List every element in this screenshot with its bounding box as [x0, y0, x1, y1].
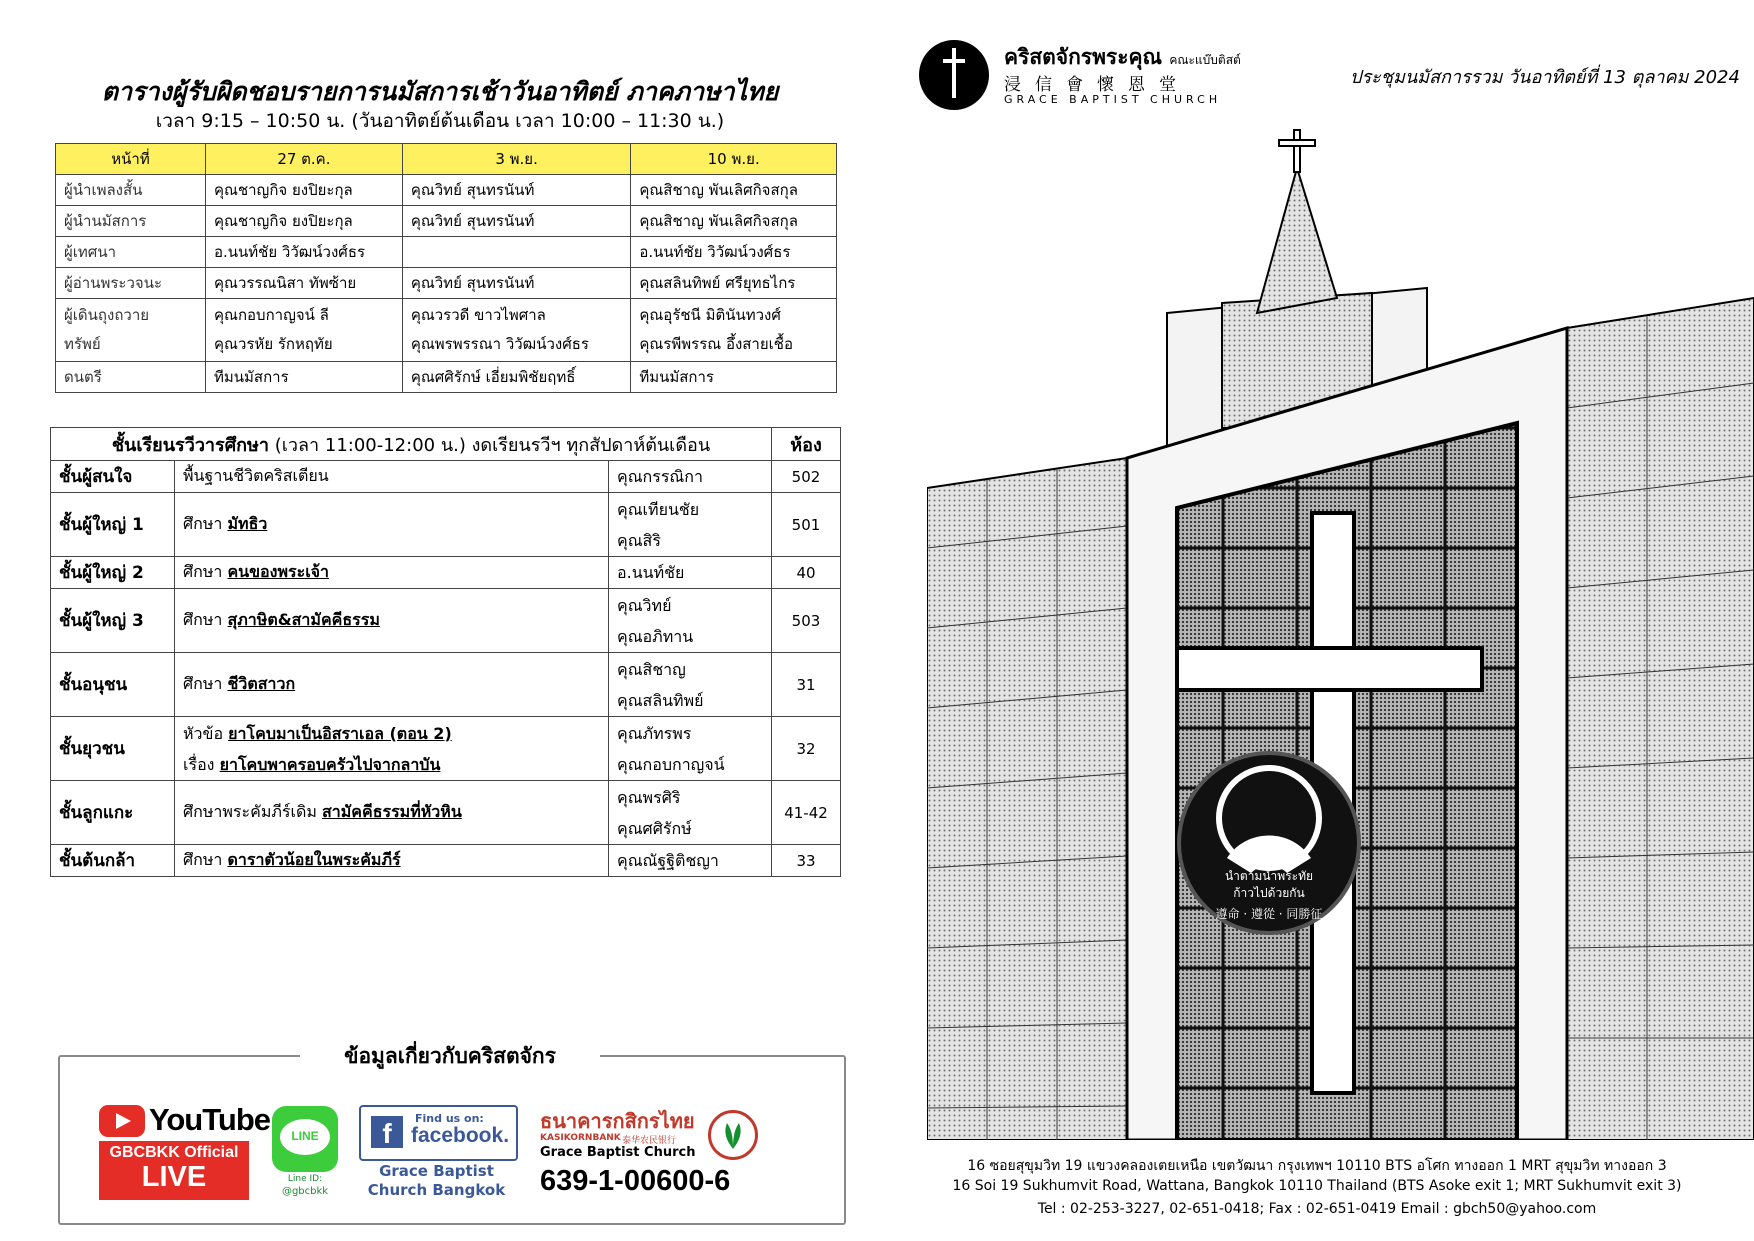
emblem-text-4: 遵命 · 遵從 · 同勝征	[1215, 907, 1323, 921]
church-denomination: คณะแบ๊บติสต์	[1169, 53, 1241, 67]
duty-header-cell: 3 พ.ย.	[402, 144, 631, 175]
class-topic-prefix: ศึกษา	[183, 514, 228, 533]
class-row	[51, 845, 841, 877]
duty-person: อ.นนท์ชัย วิวัฒน์วงศ์ธร	[206, 237, 403, 268]
duty-role-line: ผู้เดินถุงถวาย	[64, 306, 150, 324]
class-topic-title: คนของพระเจ้า	[227, 562, 330, 581]
class-topic-prefix: ศึกษา	[183, 850, 228, 869]
class-name: ชั้นต้นกล้า	[51, 845, 175, 877]
bank-account-number[interactable]: 639-1-00600-6	[540, 1165, 731, 1197]
duty-person: อ.นนท์ชัย วิวัฒน์วงศ์ธร	[631, 237, 837, 268]
duty-person: คุณวรรณนิสา ทัพซ้าย	[206, 268, 403, 299]
class-teacher: อ.นนท์ชัย	[609, 557, 772, 589]
church-name-english: GRACE BAPTIST CHURCH	[1004, 93, 1222, 106]
teacher-line: คุณพรศิริ	[617, 787, 681, 807]
class-name: ชั้นอนุชน	[51, 653, 175, 717]
class-topic-prefix: หัวข้อ	[183, 723, 229, 743]
duty-person-line: คุณวรหัย รักหฤทัย	[214, 335, 333, 353]
class-room: 502	[772, 461, 841, 493]
class-name: ชั้นผู้ใหญ่ 1	[51, 493, 175, 557]
duty-schedule-subtitle: เวลา 9:15 – 10:50 น. (วันอาทิตย์ต้นเดือน เวลา 10:00 – 11:30 น.)	[155, 110, 725, 132]
duty-row	[56, 237, 837, 268]
line-id-label: Line ID:	[287, 1174, 323, 1184]
class-teacher: คุณณัฐฐิติชญา	[609, 845, 772, 877]
duty-row	[56, 268, 837, 299]
class-topic-prefix: ศึกษา	[183, 562, 228, 581]
bank-name-th: ธนาคารกสิกรไทย	[540, 1109, 695, 1133]
duty-role: ผู้นำเพลงสั้น	[56, 175, 206, 206]
emblem-text-2: นำตามน้ำพระทัย	[1224, 869, 1314, 883]
contact-info: Tel : 02-253-3227, 02-651-0418; Fax : 02-651-0419 Email : gbch50@yahoo.com	[1037, 1201, 1597, 1217]
class-room: 40	[772, 557, 841, 589]
duty-person-line: คุณรพีพรรณ อึ้งสายเชื้อ	[639, 335, 793, 353]
class-room: 33	[772, 845, 841, 877]
class-row	[51, 781, 841, 845]
class-row	[51, 717, 841, 781]
church-info-heading: ข้อมูลเกี่ยวกับคริสตจักร	[300, 1040, 600, 1073]
duty-person: คุณสิชาญ พันเลิศกิจสกุล	[631, 175, 837, 206]
church-building-illustration	[927, 128, 1754, 1140]
duty-table	[55, 143, 837, 393]
teacher-line: คุณสิชาญ	[617, 659, 686, 679]
duty-person: คุณวิทย์ สุนทรนันท์	[402, 175, 631, 206]
class-topic-title: ชีวิตสาวก	[227, 674, 296, 693]
facebook-f-icon: f	[371, 1116, 403, 1148]
class-header-row	[51, 428, 841, 461]
duty-person: คุณชาญกิจ ยงปิยะกุล	[206, 206, 403, 237]
class-topic	[175, 493, 609, 557]
teacher-line: คุณภัทรพร	[617, 723, 692, 743]
class-teacher	[609, 717, 772, 781]
class-room: 503	[772, 589, 841, 653]
teacher-line: คุณวิทย์	[617, 595, 672, 615]
class-row	[51, 557, 841, 589]
duty-person: คุณสลินทิพย์ ศรียุทธไกร	[631, 268, 837, 299]
class-topic-prefix: ศึกษาพระคัมภีร์เดิม	[183, 802, 322, 821]
duty-row	[56, 362, 837, 393]
class-row	[51, 653, 841, 717]
duty-role-line: ทรัพย์	[64, 335, 101, 353]
line-icon	[272, 1106, 338, 1172]
duty-person	[402, 237, 631, 268]
class-teacher	[609, 589, 772, 653]
class-topic-title: ยาโคบมาเป็นอิสราเอล (ตอน 2)	[228, 723, 452, 743]
duty-person-line: คุณพรพรรณา วิวัฒน์วงศ์ธร	[410, 335, 589, 353]
teacher-line: คุณอภิทาน	[617, 626, 694, 646]
emblem-text-3: ก้าวไปด้วยกัน	[1233, 886, 1305, 900]
youtube-wordmark: YouTube	[149, 1102, 270, 1137]
teacher-line: คุณกอบกาญจน์	[617, 754, 725, 774]
class-name: ชั้นผู้ใหญ่ 3	[51, 589, 175, 653]
line-logo[interactable]	[272, 1106, 340, 1201]
class-topic-title: สุภาษิต&สามัคคีธรรม	[227, 610, 380, 629]
class-topic-prefix: ศึกษา	[183, 674, 228, 693]
duty-person: คุณวิทย์ สุนทรนันท์	[402, 268, 631, 299]
class-topic-prefix: ศึกษา	[183, 610, 228, 629]
bank-account-name: Grace Baptist Church	[540, 1145, 696, 1160]
duty-person: คุณวิทย์ สุนทรนันท์	[402, 206, 631, 237]
class-row	[51, 461, 841, 493]
class-teacher: คุณกรรณิกา	[609, 461, 772, 493]
class-header-rest: (เวลา 11:00-12:00 น.) งดเรียนรวีฯ ทุกสัปดาห์ต้นเดือน	[269, 434, 711, 456]
church-name-thai-text: คริสตจักรพระคุณ	[1004, 45, 1163, 69]
duty-row	[56, 175, 837, 206]
class-room: 501	[772, 493, 841, 557]
bank-name-en: KASIKORNBANK	[540, 1133, 621, 1143]
duty-person: คุณสิชาญ พันเลิศกิจสกุล	[631, 206, 837, 237]
class-name: ชั้นยุวชน	[51, 717, 175, 781]
teacher-line: คุณศศิรักษ์	[617, 818, 692, 838]
duty-row	[56, 299, 837, 362]
class-topic	[175, 845, 609, 877]
facebook-wordmark: facebook.	[411, 1124, 510, 1147]
address-english: 16 Soi 19 Sukhumvit Road, Wattana, Bangkok 10110 Thailand (BTS Asoke exit 1; MRT Sukhumvit exit 3)	[952, 1178, 1682, 1194]
class-topic: พื้นฐานชีวิตคริสเตียน	[175, 461, 609, 493]
duty-person: ทีมนมัสการ	[206, 362, 403, 393]
class-row	[51, 493, 841, 557]
class-teacher	[609, 781, 772, 845]
bank-account-block	[540, 1105, 765, 1205]
class-topic-title: มัทธิว	[227, 514, 268, 533]
kbank-logo-icon	[708, 1110, 758, 1160]
duty-header-row	[56, 144, 837, 175]
sunday-school-table	[50, 427, 841, 877]
duty-person	[402, 299, 631, 362]
class-topic-title: ดาราตัวน้อยในพระคัมภีร์	[227, 850, 401, 869]
duty-row	[56, 206, 837, 237]
duty-role: ดนตรี	[56, 362, 206, 393]
class-topic	[175, 557, 609, 589]
class-room: 32	[772, 717, 841, 781]
class-room: 41-42	[772, 781, 841, 845]
duty-header-cell: 10 พ.ย.	[631, 144, 837, 175]
duty-person-line: คุณกอบกาญจน์ ลี	[214, 306, 329, 324]
facebook-logo[interactable]	[359, 1105, 519, 1200]
duty-header-cell: หน้าที่	[56, 144, 206, 175]
class-teacher	[609, 493, 772, 557]
duty-person	[206, 299, 403, 362]
duty-person: คุณศศิรักษ์ เอี่ยมพิชัยฤทธิ์	[402, 362, 631, 393]
class-topic	[175, 653, 609, 717]
class-row	[51, 589, 841, 653]
class-room: 31	[772, 653, 841, 717]
youtube-live-label: LIVE	[141, 1161, 207, 1193]
duty-person: คุณชาญกิจ ยงปิยะกุล	[206, 175, 403, 206]
church-name-chinese: 浸信會懷恩堂	[1004, 75, 1190, 95]
facebook-page-name-1: Grace Baptist	[379, 1162, 494, 1180]
class-topic-prefix: เรื่อง	[183, 754, 220, 774]
duty-role: ผู้นำนมัสการ	[56, 206, 206, 237]
duty-role	[56, 299, 206, 362]
church-logo-icon	[919, 40, 989, 110]
room-header: ห้อง	[772, 428, 841, 461]
facebook-badge	[359, 1105, 518, 1161]
class-name: ชั้นผู้สนใจ	[51, 461, 175, 493]
class-header-bold: ชั้นเรียนรวีวารศึกษา	[111, 434, 269, 456]
class-topic-title: ยาโคบพาครอบครัวไปจากลาบัน	[219, 754, 441, 774]
youtube-play-icon	[99, 1105, 145, 1137]
line-id: @gbcbkk	[281, 1186, 329, 1197]
line-icon-label: LINE	[291, 1129, 319, 1143]
class-topic	[175, 717, 609, 781]
duty-role: ผู้อ่านพระวจนะ	[56, 268, 206, 299]
class-teacher	[609, 653, 772, 717]
facebook-find-label: Find us on:	[415, 1112, 484, 1125]
emblem-text-1: ให้พระคำ	[1244, 852, 1294, 866]
teacher-line: คุณเทียนชัย	[617, 499, 700, 519]
bank-name-zh: 泰华农民银行	[622, 1136, 677, 1146]
class-name: ชั้นลูกแกะ	[51, 781, 175, 845]
teacher-line: คุณสลินทิพย์	[617, 690, 704, 710]
duty-person-line: คุณวรวดี ขาวไพศาล	[410, 306, 546, 324]
class-topic	[175, 589, 609, 653]
class-topic-title: สามัคคีธรรมที่หัวหิน	[322, 802, 462, 821]
youtube-logo[interactable]	[99, 1102, 270, 1200]
duty-schedule-title: ตารางผู้รับผิดชอบรายการนมัสการเช้าวันอาทิตย์ ภาคภาษาไทย	[101, 77, 779, 106]
facebook-page-name-2: Church Bangkok	[367, 1181, 506, 1199]
class-topic	[175, 781, 609, 845]
address-thai: 16 ซอยสุขุมวิท 19 แขวงคลองเตยเหนือ เขตวัฒนา กรุงเทพฯ 10110 BTS อโศก ทางออก 1 MRT สุขุมวิท ทางออก 3	[967, 1158, 1667, 1174]
youtube-live-badge	[99, 1141, 249, 1200]
teacher-line: คุณสิริ	[617, 530, 661, 550]
class-header	[51, 428, 772, 461]
duty-person: ทีมนมัสการ	[631, 362, 837, 393]
duty-person	[631, 299, 837, 362]
duty-person-line: คุณอุรัชนี มิตินันทวงศ์	[639, 306, 781, 324]
youtube-channel-name: GBCBKK Official	[109, 1144, 239, 1161]
duty-role: ผู้เทศนา	[56, 237, 206, 268]
class-name: ชั้นผู้ใหญ่ 2	[51, 557, 175, 589]
duty-header-cell: 27 ต.ค.	[206, 144, 403, 175]
service-date: ประชุมนมัสการรวม วันอาทิตย์ที่ 13 ตุลาคม 2024	[1350, 67, 1740, 88]
